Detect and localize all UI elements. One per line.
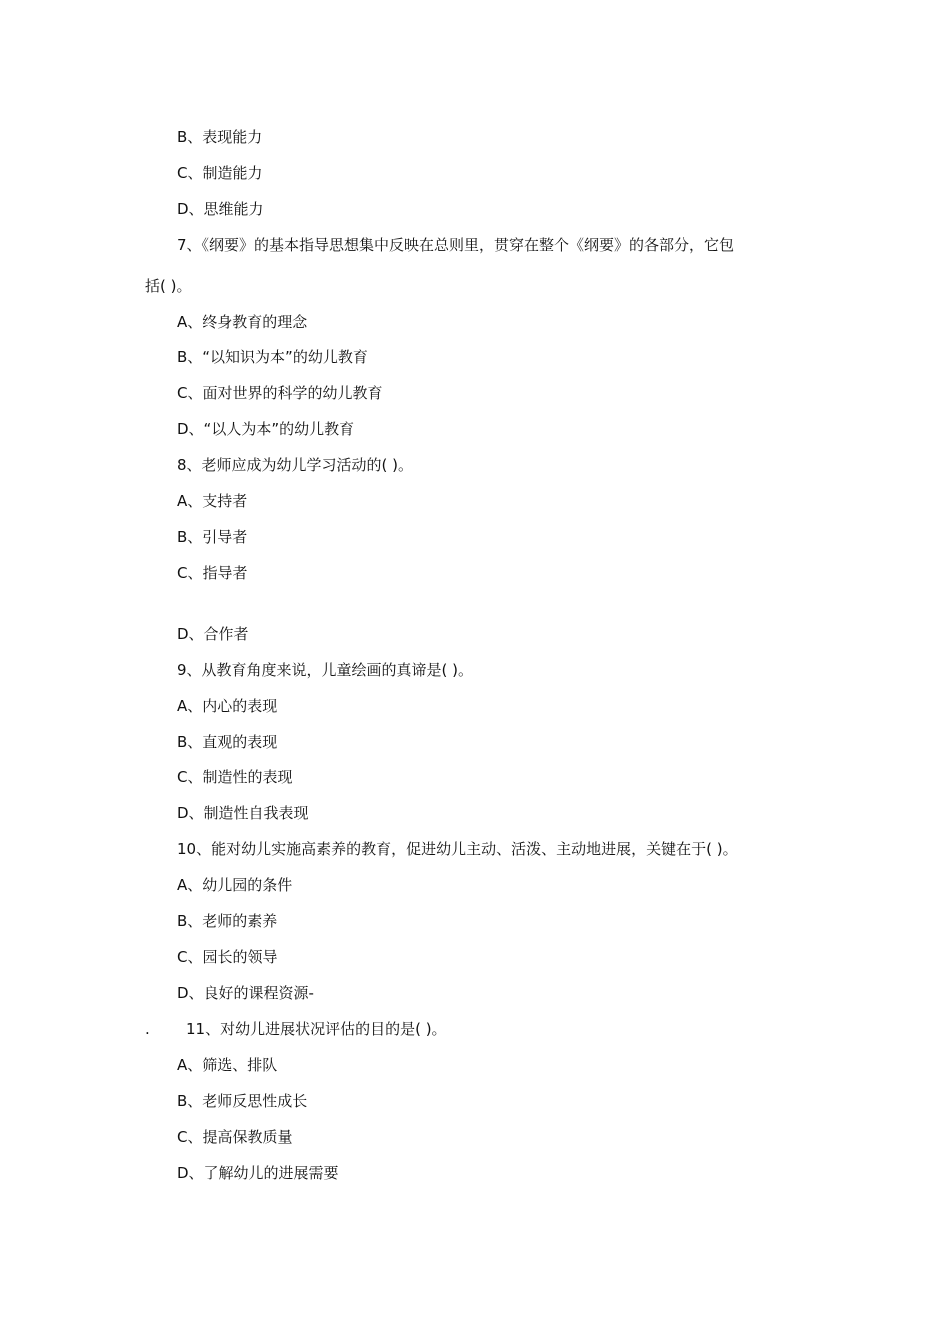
question-7-continuation: 括( )。	[145, 277, 192, 295]
q10-option-c: C、园长的领导	[177, 948, 278, 966]
q6-option-d: D、思维能力	[177, 200, 264, 218]
q10-option-a: A、幼儿园的条件	[177, 876, 293, 894]
q8-option-c: C、指导者	[177, 564, 248, 582]
q8-option-a: A、支持者	[177, 492, 248, 510]
q9-option-c: C、制造性的表现	[177, 768, 293, 786]
q7-option-c: C、面对世界的科学的幼儿教育	[177, 384, 383, 402]
q9-option-d: D、制造性自我表现	[177, 804, 309, 822]
question-7: 7、《纲要》的基本指导思想集中反映在总则里，贯穿在整个《纲要》的各部分，它包	[177, 236, 735, 254]
question-9: 9、从教育角度来说，儿童绘画的真谛是( )。	[177, 661, 474, 679]
q7-option-d: D、“以人为本”的幼儿教育	[177, 420, 355, 438]
q11-option-a: A、筛选、排队	[177, 1056, 278, 1074]
q8-option-d: D、合作者	[177, 625, 249, 643]
q11-option-c: C、提高保教质量	[177, 1128, 293, 1146]
q9-option-a: A、内心的表现	[177, 697, 278, 715]
q9-option-b: B、直观的表现	[177, 733, 278, 751]
q8-option-b: B、引导者	[177, 528, 248, 546]
q11-option-b: B、老师反思性成长	[177, 1092, 308, 1110]
q10-option-b: B、老师的素养	[177, 912, 278, 930]
q11-option-d: D、了解幼儿的进展需要	[177, 1164, 339, 1182]
q7-option-a: A、终身教育的理念	[177, 313, 308, 331]
question-11: 11、对幼儿进展状况评估的目的是( )。	[186, 1020, 447, 1038]
q6-option-c: C、制造能力	[177, 164, 263, 182]
q7-option-b: B、“以知识为本”的幼儿教育	[177, 348, 368, 366]
q6-option-b: B、表现能力	[177, 128, 263, 146]
question-10: 10、能对幼儿实施高素养的教育，促进幼儿主动、活泼、主动地进展，关键在于( )。	[177, 840, 738, 858]
question-8: 8、老师应成为幼儿学习活动的( )。	[177, 456, 414, 474]
q10-option-d: D、良好的课程资源-	[177, 984, 314, 1002]
stray-dot: .	[145, 1020, 150, 1038]
